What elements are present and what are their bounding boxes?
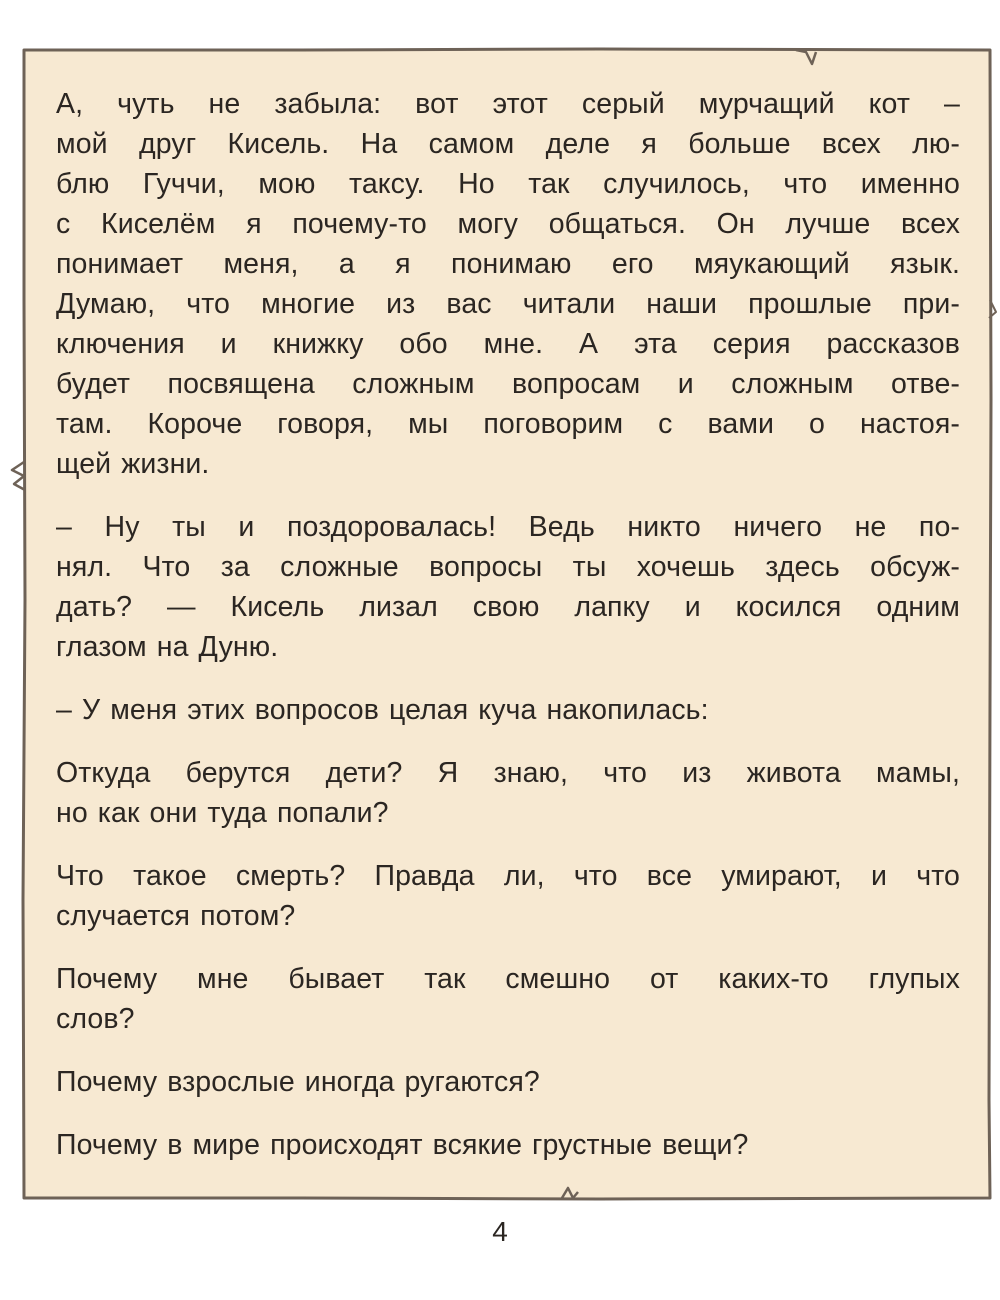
text-line: Что такое смерть? Правда ли, что все умирают, и что xyxy=(56,860,960,892)
text-line: Думаю, что многие из вас читали наши прошлые при- xyxy=(56,288,960,320)
paragraph-question-adults xyxy=(56,1062,960,1102)
page-body xyxy=(56,84,960,1165)
paragraph-intro xyxy=(56,84,960,484)
text-line: но как они туда попали? xyxy=(56,797,389,829)
text-line: там. Короче говоря, мы поговорим с вами о настоя- xyxy=(56,408,960,440)
text-line: Почему в мире происходят всякие грустные вещи? xyxy=(56,1129,749,1161)
text-line: дать? — Кисель лизал свою лапку и косился одним xyxy=(56,591,960,623)
text-line: случается потом? xyxy=(56,900,296,932)
page-number: 4 xyxy=(492,1216,508,1247)
text-line: Почему мне бывает так смешно от каких-то глупых xyxy=(56,963,960,995)
text-line: будет посвящена сложным вопросам и сложным отве- xyxy=(56,368,960,400)
paragraph-question-sad-things xyxy=(56,1125,960,1165)
text-line: понимает меня, а я понимаю его мяукающий язык. xyxy=(56,248,960,280)
text-line: блю Гуччи, мою таксу. Но так случилось, что именно xyxy=(56,168,960,200)
paragraph-questions-intro xyxy=(56,690,960,730)
text-line: Откуда берутся дети? Я знаю, что из живота мамы, xyxy=(56,757,960,789)
text-line: ключения и книжку обо мне. А эта серия рассказов xyxy=(56,328,960,360)
paragraph-kisel-reply xyxy=(56,507,960,667)
text-line: глазом на Дуню. xyxy=(56,631,279,663)
text-line: с Киселём я почему-то могу общаться. Он лучше всех xyxy=(56,208,960,240)
text-line: щей жизни. xyxy=(56,448,210,480)
paper-tear-left xyxy=(12,462,25,490)
text-line: нял. Что за сложные вопросы ты хочешь здесь обсуж- xyxy=(56,551,960,583)
text-line: А, чуть не забыла: вот этот серый мурчащий кот – xyxy=(56,88,960,120)
paragraph-question-children xyxy=(56,753,960,833)
text-line: – Ну ты и поздоровалась! Ведь никто ничего не по- xyxy=(56,511,960,543)
text-line: слов? xyxy=(56,1003,135,1035)
text-line: Почему взрослые иногда ругаются? xyxy=(56,1066,540,1098)
paragraph-question-death xyxy=(56,856,960,936)
text-line: мой друг Кисель. На самом деле я больше всех лю- xyxy=(56,128,960,160)
paragraph-question-funny xyxy=(56,959,960,1039)
text-line: – У меня этих вопросов целая куча накопилась: xyxy=(56,694,709,726)
